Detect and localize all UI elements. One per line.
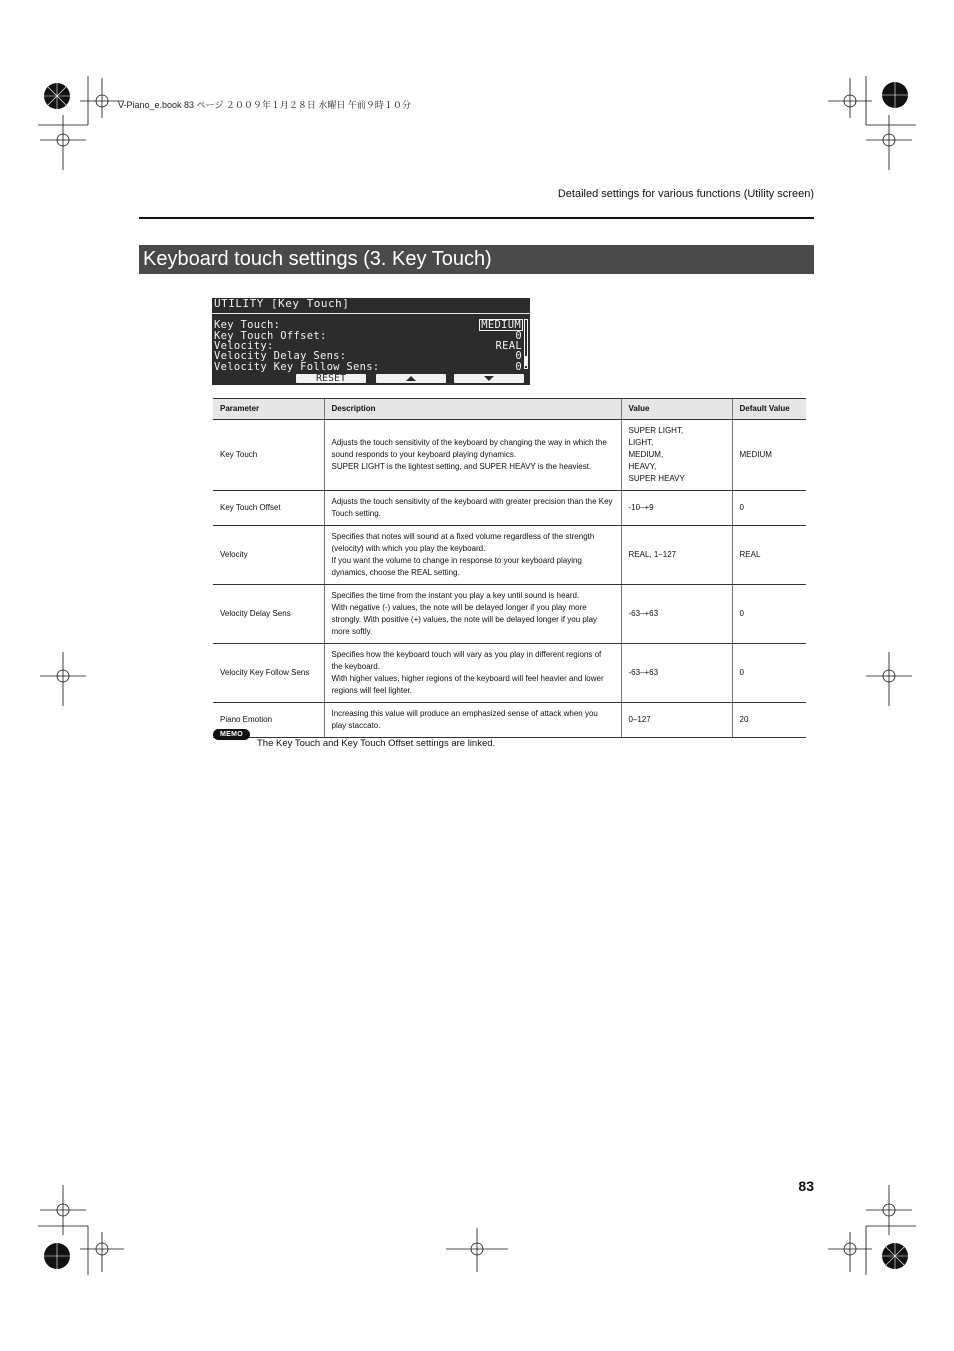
lcd-reset-button: RESET — [296, 374, 366, 383]
triangle-up-icon — [406, 376, 416, 381]
lcd-screen — [212, 298, 530, 385]
lcd-row-value: REAL — [495, 340, 522, 352]
page-number: 83 — [798, 1178, 814, 1194]
parameter-table — [213, 398, 806, 738]
cell-parameter: Key Touch — [213, 420, 324, 491]
cell-value: 0–127 — [621, 703, 732, 738]
lcd-scrollbar-thumb — [525, 356, 527, 366]
lcd-row-key-touch — [214, 320, 522, 330]
table-row — [213, 585, 806, 644]
lcd-row-value: 0 — [515, 361, 522, 373]
cell-default: 20 — [732, 703, 806, 738]
cell-parameter: Velocity Delay Sens — [213, 585, 324, 644]
lcd-row-velocity-key-follow-sens — [214, 362, 522, 372]
cell-description: Specifies how the keyboard touch will vary as you play in different regions of the keyboard. With higher values, higher regions of the keyboard will feel heavier and lower regions will feel lighter. — [324, 644, 621, 703]
lcd-row-label: Velocity: — [214, 340, 274, 352]
table-row — [213, 526, 806, 585]
lcd-row-value: 0 — [515, 350, 522, 362]
cell-parameter: Velocity — [213, 526, 324, 585]
column-header-parameter: Parameter — [213, 399, 324, 420]
header-rule — [139, 217, 814, 219]
memo-icon: MEMO — [213, 729, 250, 740]
book-file-info: V-Piano_e.book 83 ページ ２００９年１月２８日 水曜日 午前９時１０分 — [118, 100, 411, 110]
table-row — [213, 491, 806, 526]
cell-default: REAL — [732, 526, 806, 585]
running-head: Detailed settings for various functions (Utility screen) — [557, 188, 814, 200]
cell-value: SUPER LIGHT, LIGHT, MEDIUM, HEAVY, SUPER HEAVY — [621, 420, 732, 491]
lcd-divider — [212, 313, 530, 314]
column-header-description: Description — [324, 399, 621, 420]
column-header-default: Default Value — [732, 399, 806, 420]
memo-text: The Key Touch and Key Touch Offset settings are linked. — [257, 738, 496, 749]
table-row — [213, 703, 806, 738]
cell-description: Specifies the time from the instant you play a key until sound is heard. With negative (-) values, the note will be delayed longer if you play more strongly. With positive (+) values, the note will be delayed longer if you play more softly. — [324, 585, 621, 644]
cell-description: Adjusts the touch sensitivity of the keyboard with greater precision than the Key Touch setting. — [324, 491, 621, 526]
cell-description: Increasing this value will produce an emphasized sense of attack when you play staccato. — [324, 703, 621, 738]
table-row — [213, 420, 806, 491]
cell-value: -63–+63 — [621, 585, 732, 644]
cell-value: -10–+9 — [621, 491, 732, 526]
cell-default: 0 — [732, 644, 806, 703]
lcd-row-label: Key Touch: — [214, 319, 281, 331]
lcd-row-value-selected: MEDIUM — [481, 319, 521, 331]
cell-default: MEDIUM — [732, 420, 806, 491]
column-header-value: Value — [621, 399, 732, 420]
cell-parameter: Piano Emotion — [213, 703, 324, 738]
table-row — [213, 644, 806, 703]
cell-default: 0 — [732, 585, 806, 644]
lcd-row-value: 0 — [515, 330, 522, 342]
lcd-down-button — [454, 374, 524, 383]
cell-description: Specifies that notes will sound at a fixed volume regardless of the strength (velocity) with which you play the keyboard. If you want the volume to change in response to your keyboard playing dynamics, choose the REAL setting. — [324, 526, 621, 585]
lcd-row-velocity-delay-sens — [214, 351, 522, 361]
lcd-title: UTILITY [Key Touch] — [214, 297, 350, 310]
cell-value: -63–+63 — [621, 644, 732, 703]
cell-value: REAL, 1–127 — [621, 526, 732, 585]
cell-default: 0 — [732, 491, 806, 526]
lcd-row-label: Velocity Key Follow Sens: — [214, 361, 380, 373]
lcd-up-button — [376, 374, 446, 383]
section-title: Keyboard touch settings (3. Key Touch) — [139, 245, 814, 274]
table-header-row — [213, 399, 806, 420]
triangle-down-icon — [484, 376, 494, 381]
lcd-row-label: Key Touch Offset: — [214, 330, 327, 342]
cell-parameter: Key Touch Offset — [213, 491, 324, 526]
cell-parameter: Velocity Key Follow Sens — [213, 644, 324, 703]
lcd-row-label: Velocity Delay Sens: — [214, 350, 347, 362]
cell-description: Adjusts the touch sensitivity of the keyboard by changing the way in which the sound responds to your keyboard playing dynamics. SUPER LIGHT is the lightest setting, and SUPER HEAVY is the heaviest. — [324, 420, 621, 491]
